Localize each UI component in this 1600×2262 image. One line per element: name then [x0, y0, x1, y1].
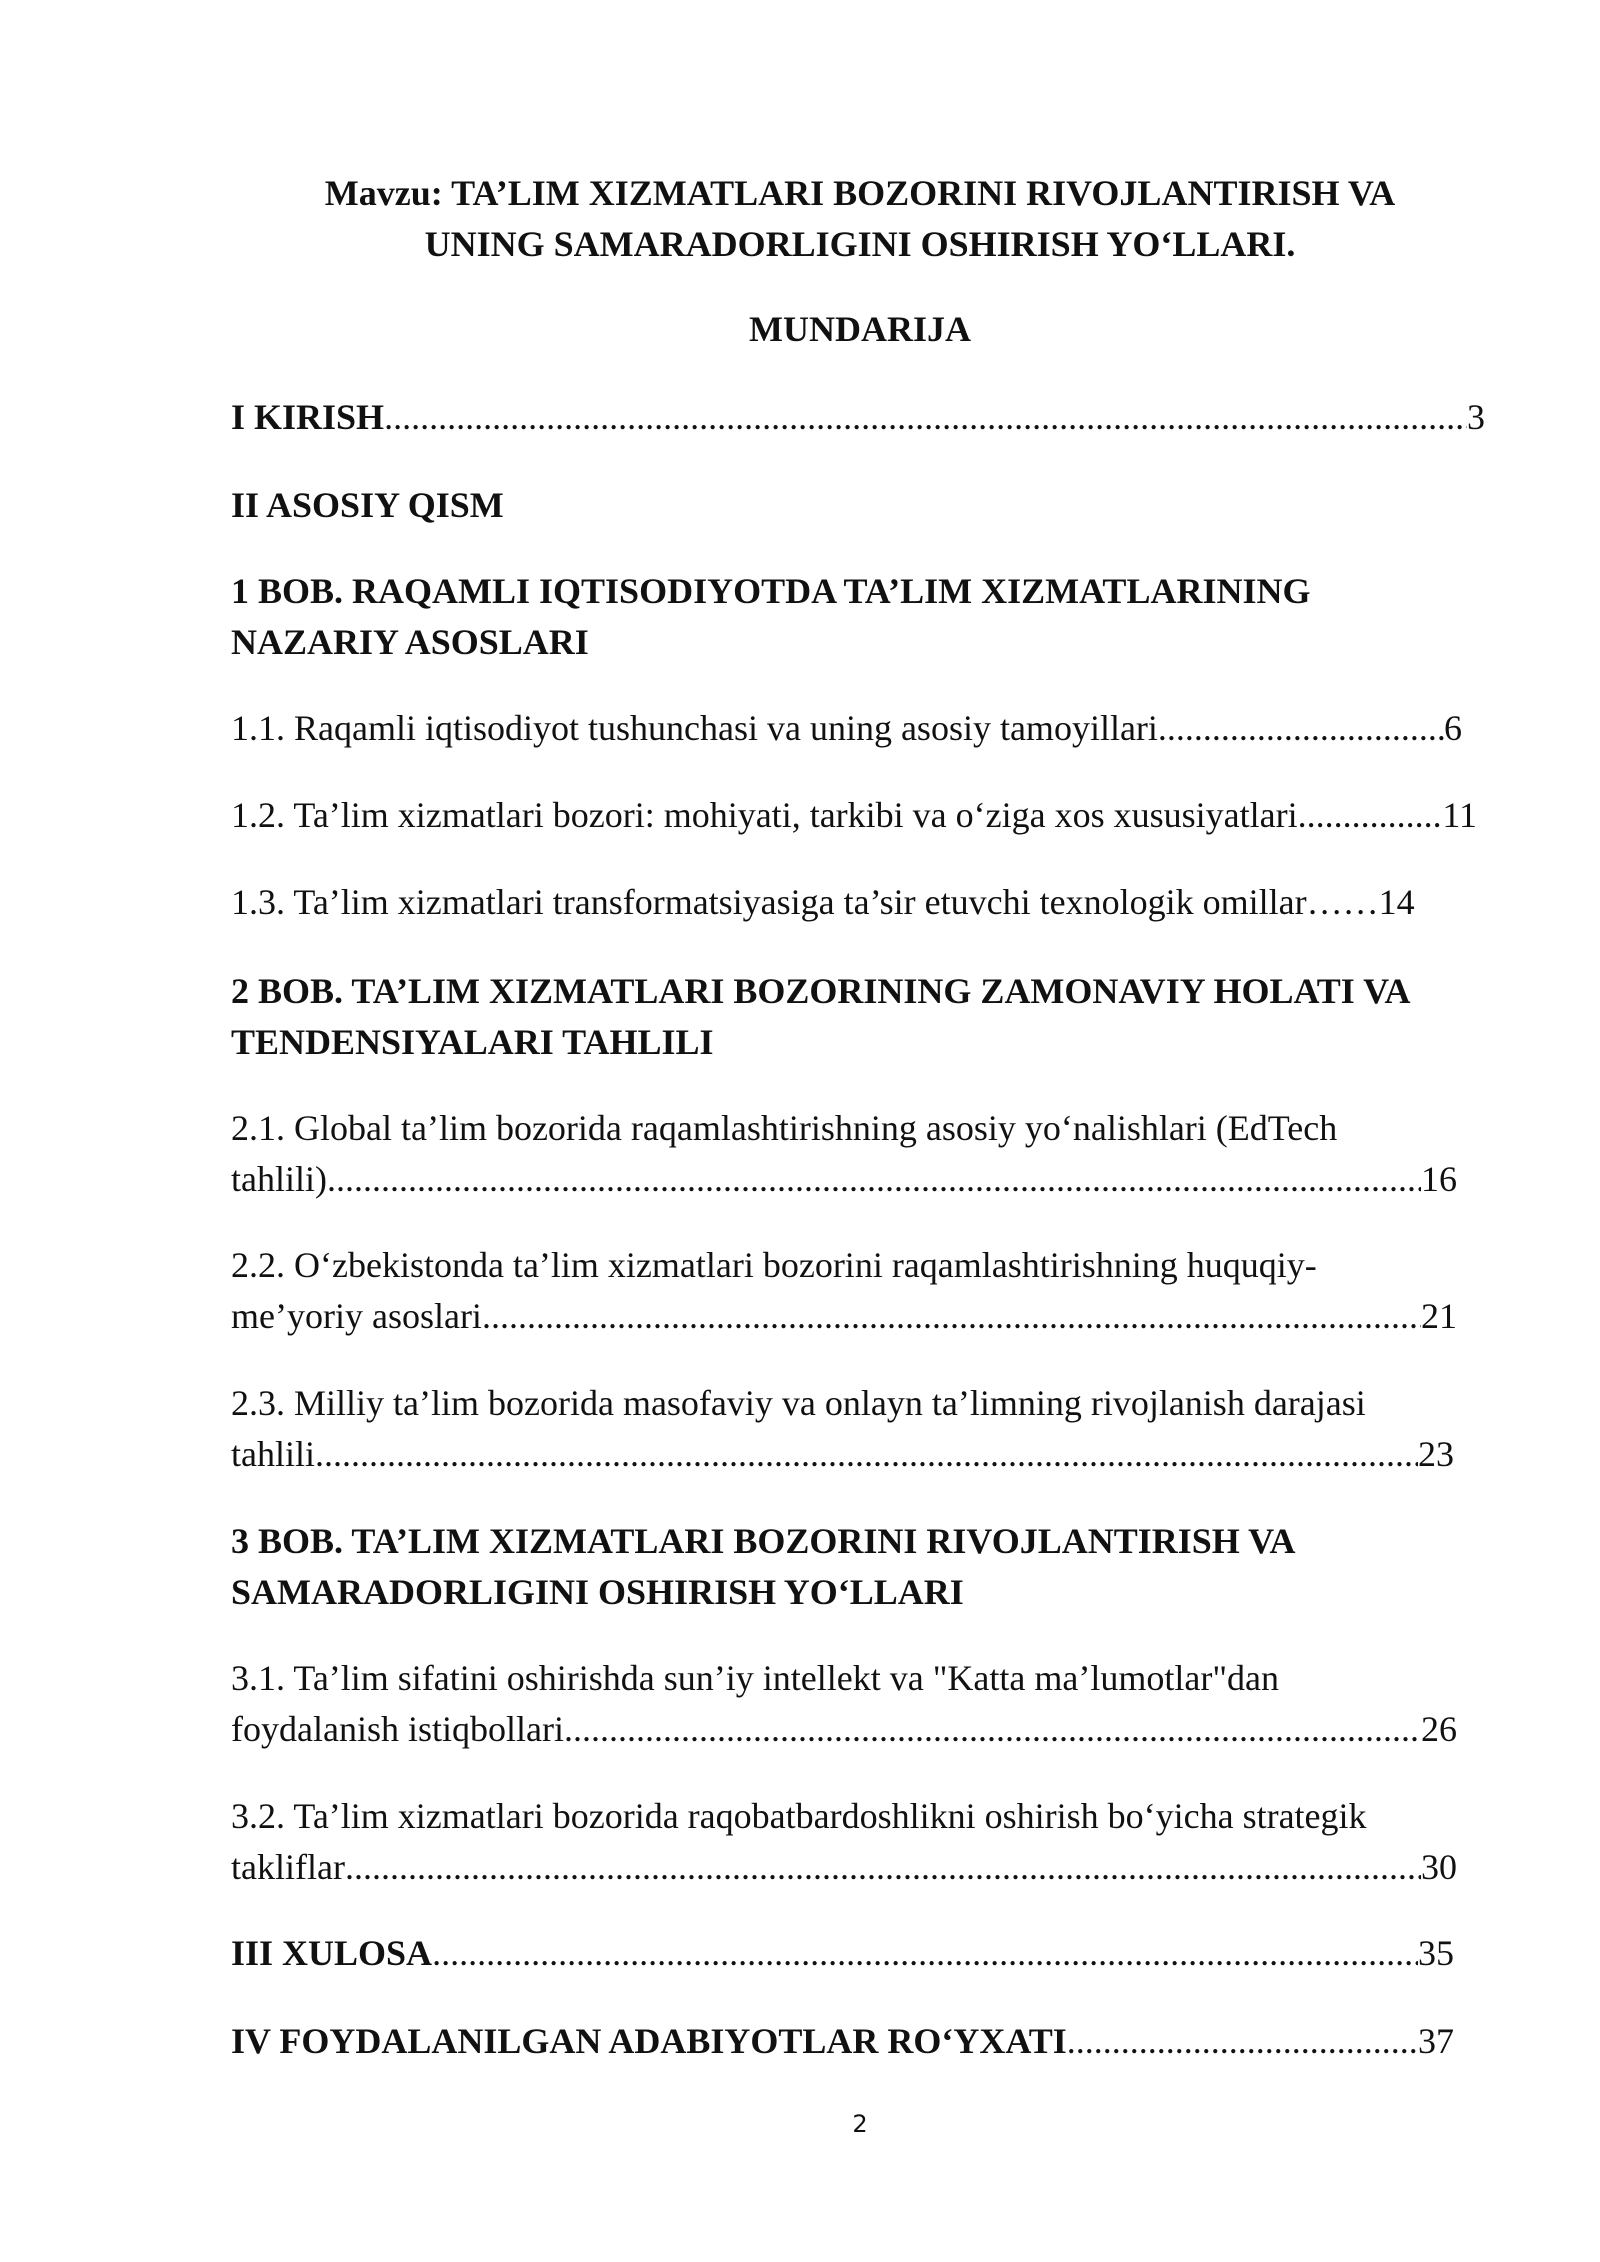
toc-entry-label-line-1: 2.2. O‘zbekistonda ta’lim xizmatlari bozorini raqamlashtirishning huquqiy-: [231, 1245, 1317, 1285]
chapter-title-line-2: SAMARADORLIGINI OSHIRISH YO‘LLARI: [231, 1572, 964, 1612]
toc-leader-dots: [1298, 790, 1443, 841]
toc-entry-label: I KIRISH: [231, 397, 385, 437]
toc-entry-asosiy[interactable]: [231, 480, 1485, 531]
toc-entry-label: 1.1. Raqamli iqtisodiyot tushunchasi va uning asosiy tamoyillari: [231, 708, 1158, 748]
toc-entry-label-line-1: 3.1. Ta’lim sifatini oshirishda sun’iy intellekt va "Katta ma’lumotlar"dan: [231, 1658, 1279, 1698]
toc-leader-dots: [327, 1154, 1421, 1205]
toc-entry-kirish[interactable]: [231, 392, 1485, 443]
chapter-title-line-2: NAZARIY ASOSLARI: [231, 622, 589, 662]
toc-leader-dots: [482, 1291, 1421, 1342]
toc-entry-label-line-2: tahlili: [231, 1434, 315, 1474]
toc-entry-2-1[interactable]: [231, 1103, 1457, 1205]
chapter-title-line-1: 1 BOB. RAQAMLI IQTISODIYOTDA TA’LIM XIZMATLARINING: [231, 571, 1311, 611]
toc-entry-label: III XULOSA: [231, 1933, 433, 1973]
toc-entry-adabiyotlar[interactable]: [231, 2016, 1454, 2067]
toc-leader-dots: [315, 1429, 1418, 1480]
toc-page-number: 14: [1378, 882, 1415, 922]
toc-entry-3-1[interactable]: [231, 1653, 1457, 1755]
toc-entry-1-2[interactable]: [231, 790, 1477, 841]
toc-page-number: 37: [1418, 2021, 1454, 2061]
toc-entry-label-line-2: me’yoriy asoslari: [231, 1296, 482, 1336]
page-number: 2: [852, 2110, 868, 2138]
toc-heading: MUNDARIJA: [749, 309, 971, 349]
toc-entry-label-line-1: 2.3. Milliy ta’lim bozorida masofaviy va onlayn ta’limning rivojlanish darajasi: [231, 1383, 1366, 1423]
toc-entry-label: 1.3. Ta’lim xizmatlari transformatsiyasiga ta’sir etuvchi texnologik omillar: [231, 882, 1307, 922]
toc-leader-dots: [432, 1928, 1418, 1979]
toc-entry-label-line-1: 2.1. Global ta’lim bozorida raqamlashtirishning asosiy yo‘nalishlari (EdTech: [231, 1108, 1338, 1148]
chapter-title-line-2: TENDENSIYALARI TAHLILI: [231, 1022, 714, 1062]
toc-entry-label-line-2: foydalanish istiqbollari: [231, 1709, 564, 1749]
title-line-2: UNING SAMARADORLIGINI OSHIRISH YO‘LLARI.: [424, 224, 1296, 264]
chapter-title-line-1: 3 BOB. TA’LIM XIZMATLARI BOZORINI RIVOJLANTIRISH VA: [231, 1521, 1296, 1561]
toc-leader-dots: [345, 1842, 1421, 1893]
toc-page-number: 35: [1418, 1933, 1454, 1973]
toc-leader-dots: [384, 392, 1467, 443]
toc-entry-label: II ASOSIY QISM: [231, 485, 504, 525]
toc-leader-dots: [564, 1704, 1421, 1755]
toc-entry-label: IV FOYDALANILGAN ADABIYOTLAR RO‘YXATI: [231, 2021, 1067, 2061]
toc-page-number: 21: [1421, 1296, 1457, 1336]
toc-page-number: 30: [1421, 1847, 1457, 1887]
toc-entry-xulosa[interactable]: [231, 1928, 1454, 1979]
toc-leader-dots: [1158, 703, 1444, 754]
title-line-1: Mavzu: TA’LIM XIZMATLARI BOZORINI RIVOJLANTIRISH VA: [324, 173, 1396, 213]
toc-page-number: 6: [1444, 708, 1462, 748]
toc-page-number: 16: [1421, 1159, 1457, 1199]
toc-page-number: 23: [1418, 1434, 1454, 1474]
toc-entry-label-line-2: tahlili): [231, 1159, 327, 1199]
toc-chapter-3[interactable]: [231, 1516, 1485, 1618]
toc-leader-dots: ……: [1306, 882, 1379, 922]
toc-chapter-1[interactable]: [231, 566, 1485, 668]
toc-page-number: 26: [1421, 1709, 1457, 1749]
toc-entry-label: 1.2. Ta’lim xizmatlari bozori: mohiyati, tarkibi va o‘ziga xos xususiyatlari: [231, 795, 1298, 835]
toc-entry-label-line-2: takliflar: [231, 1847, 345, 1887]
toc-chapter-2[interactable]: [231, 966, 1511, 1068]
toc-entry-label-line-1: 3.2. Ta’lim xizmatlari bozorida raqobatbardoshlikni oshirish bo‘yicha strategik: [231, 1796, 1367, 1836]
toc-entry-2-3[interactable]: [231, 1378, 1454, 1480]
toc-entry-2-2[interactable]: [231, 1240, 1457, 1342]
toc-entry-3-2[interactable]: [231, 1791, 1457, 1893]
toc-page-number: 11: [1442, 795, 1477, 835]
toc-leader-dots: [1067, 2016, 1418, 2067]
chapter-title-line-1: 2 BOB. TA’LIM XIZMATLARI BOZORINING ZAMONAVIY HOLATI VA: [231, 971, 1411, 1011]
document-title: [230, 168, 1490, 270]
toc-page-number: 3: [1467, 397, 1485, 437]
toc-entry-1-1[interactable]: [231, 703, 1462, 754]
toc-entry-1-3[interactable]: [231, 877, 1485, 928]
